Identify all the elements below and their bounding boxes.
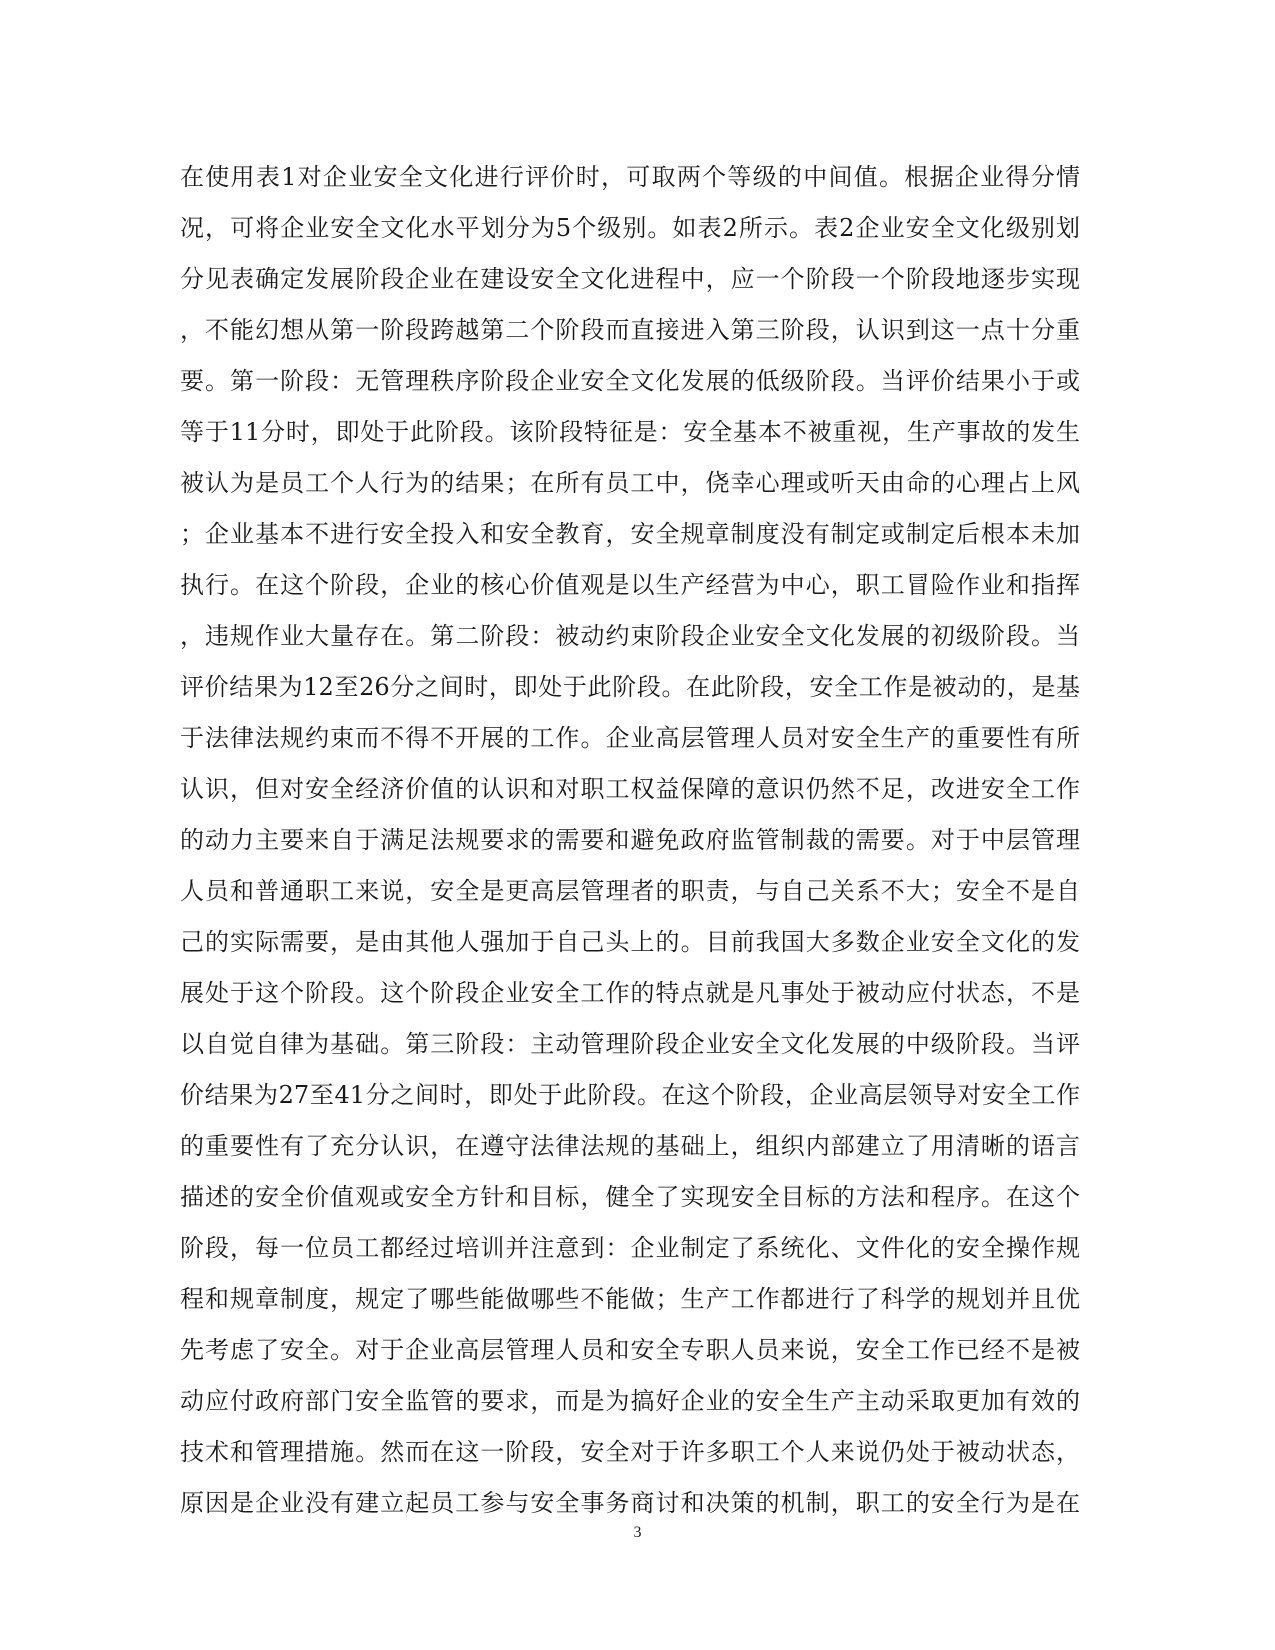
text-line: ；企业基本不进行安全投入和安全教育，安全规章制度没有制定或制定后根本未加	[180, 520, 1080, 548]
text-line: 程和规章制度，规定了哪些能做哪些不能做；生产工作都进行了科学的规划并且优	[180, 1285, 1080, 1313]
text-line: 描述的安全价值观或安全方针和目标，健全了实现安全目标的方法和程序。在这个	[180, 1183, 1080, 1211]
text-line: 于法律法规约束而不得不开展的工作。企业高层管理人员对安全生产的重要性有所	[180, 724, 1080, 752]
text-line: 动应付政府部门安全监管的要求，而是为搞好企业的安全生产主动采取更加有效的	[180, 1387, 1080, 1415]
text-line: 等于11分时，即处于此阶段。该阶段特征是：安全基本不被重视，生产事故的发生	[180, 418, 1080, 446]
text-line: 被认为是员工个人行为的结果；在所有员工中，侥幸心理或听天由命的心理占上风	[180, 469, 1080, 497]
text-line: 要。第一阶段：无管理秩序阶段企业安全文化发展的低级阶段。当评价结果小于或	[180, 367, 1080, 395]
text-line: 原因是企业没有建立起员工参与安全事务商讨和决策的机制，职工的安全行为是在	[180, 1489, 1080, 1517]
text-line: 在使用表1对企业安全文化进行评价时，可取两个等级的中间值。根据企业得分情	[180, 163, 1080, 191]
text-line: 阶段，每一位员工都经过培训并注意到：企业制定了系统化、文件化的安全操作规	[180, 1234, 1080, 1262]
text-line: 认识，但对安全经济价值的认识和对职工权益保障的意识仍然不足，改进安全工作	[180, 775, 1080, 803]
text-line: ，违规作业大量存在。第二阶段：被动约束阶段企业安全文化发展的初级阶段。当	[180, 622, 1080, 650]
text-line: 己的实际需要，是由其他人强加于自己头上的。目前我国大多数企业安全文化的发	[180, 928, 1080, 956]
text-line: 分见表确定发展阶段企业在建设安全文化进程中，应一个阶段一个阶段地逐步实现	[180, 265, 1080, 293]
text-line: 展处于这个阶段。这个阶段企业安全工作的特点就是凡事处于被动应付状态，不是	[180, 979, 1080, 1007]
text-line: 评价结果为12至26分之间时，即处于此阶段。在此阶段，安全工作是被动的，是基	[180, 673, 1080, 701]
text-line: 先考虑了安全。对于企业高层管理人员和安全专职人员来说，安全工作已经不是被	[180, 1336, 1080, 1364]
text-line: 执行。在这个阶段，企业的核心价值观是以生产经营为中心，职工冒险作业和指挥	[180, 571, 1080, 599]
text-line: 价结果为27至41分之间时，即处于此阶段。在这个阶段，企业高层领导对安全工作	[180, 1081, 1080, 1109]
text-line: 技术和管理措施。然而在这一阶段，安全对于许多职工个人来说仍处于被动状态，	[180, 1438, 1080, 1466]
body-text	[180, 157, 1080, 1534]
text-line: 的动力主要来自于满足法规要求的需要和避免政府监管制裁的需要。对于中层管理	[180, 826, 1080, 854]
text-line: 以自觉自律为基础。第三阶段：主动管理阶段企业安全文化发展的中级阶段。当评	[180, 1030, 1080, 1058]
text-line: 况，可将企业安全文化水平划分为5个级别。如表2所示。表2企业安全文化级别划	[180, 214, 1080, 242]
text-line: ，不能幻想从第一阶段跨越第二个阶段而直接进入第三阶段，认识到这一点十分重	[180, 316, 1080, 344]
text-line: 的重要性有了充分认识，在遵守法律法规的基础上，组织内部建立了用清晰的语言	[180, 1132, 1080, 1160]
text-line: 人员和普通职工来说，安全是更高层管理者的职责，与自己关系不大；安全不是自	[180, 877, 1080, 905]
page-number: 3	[633, 1524, 642, 1541]
